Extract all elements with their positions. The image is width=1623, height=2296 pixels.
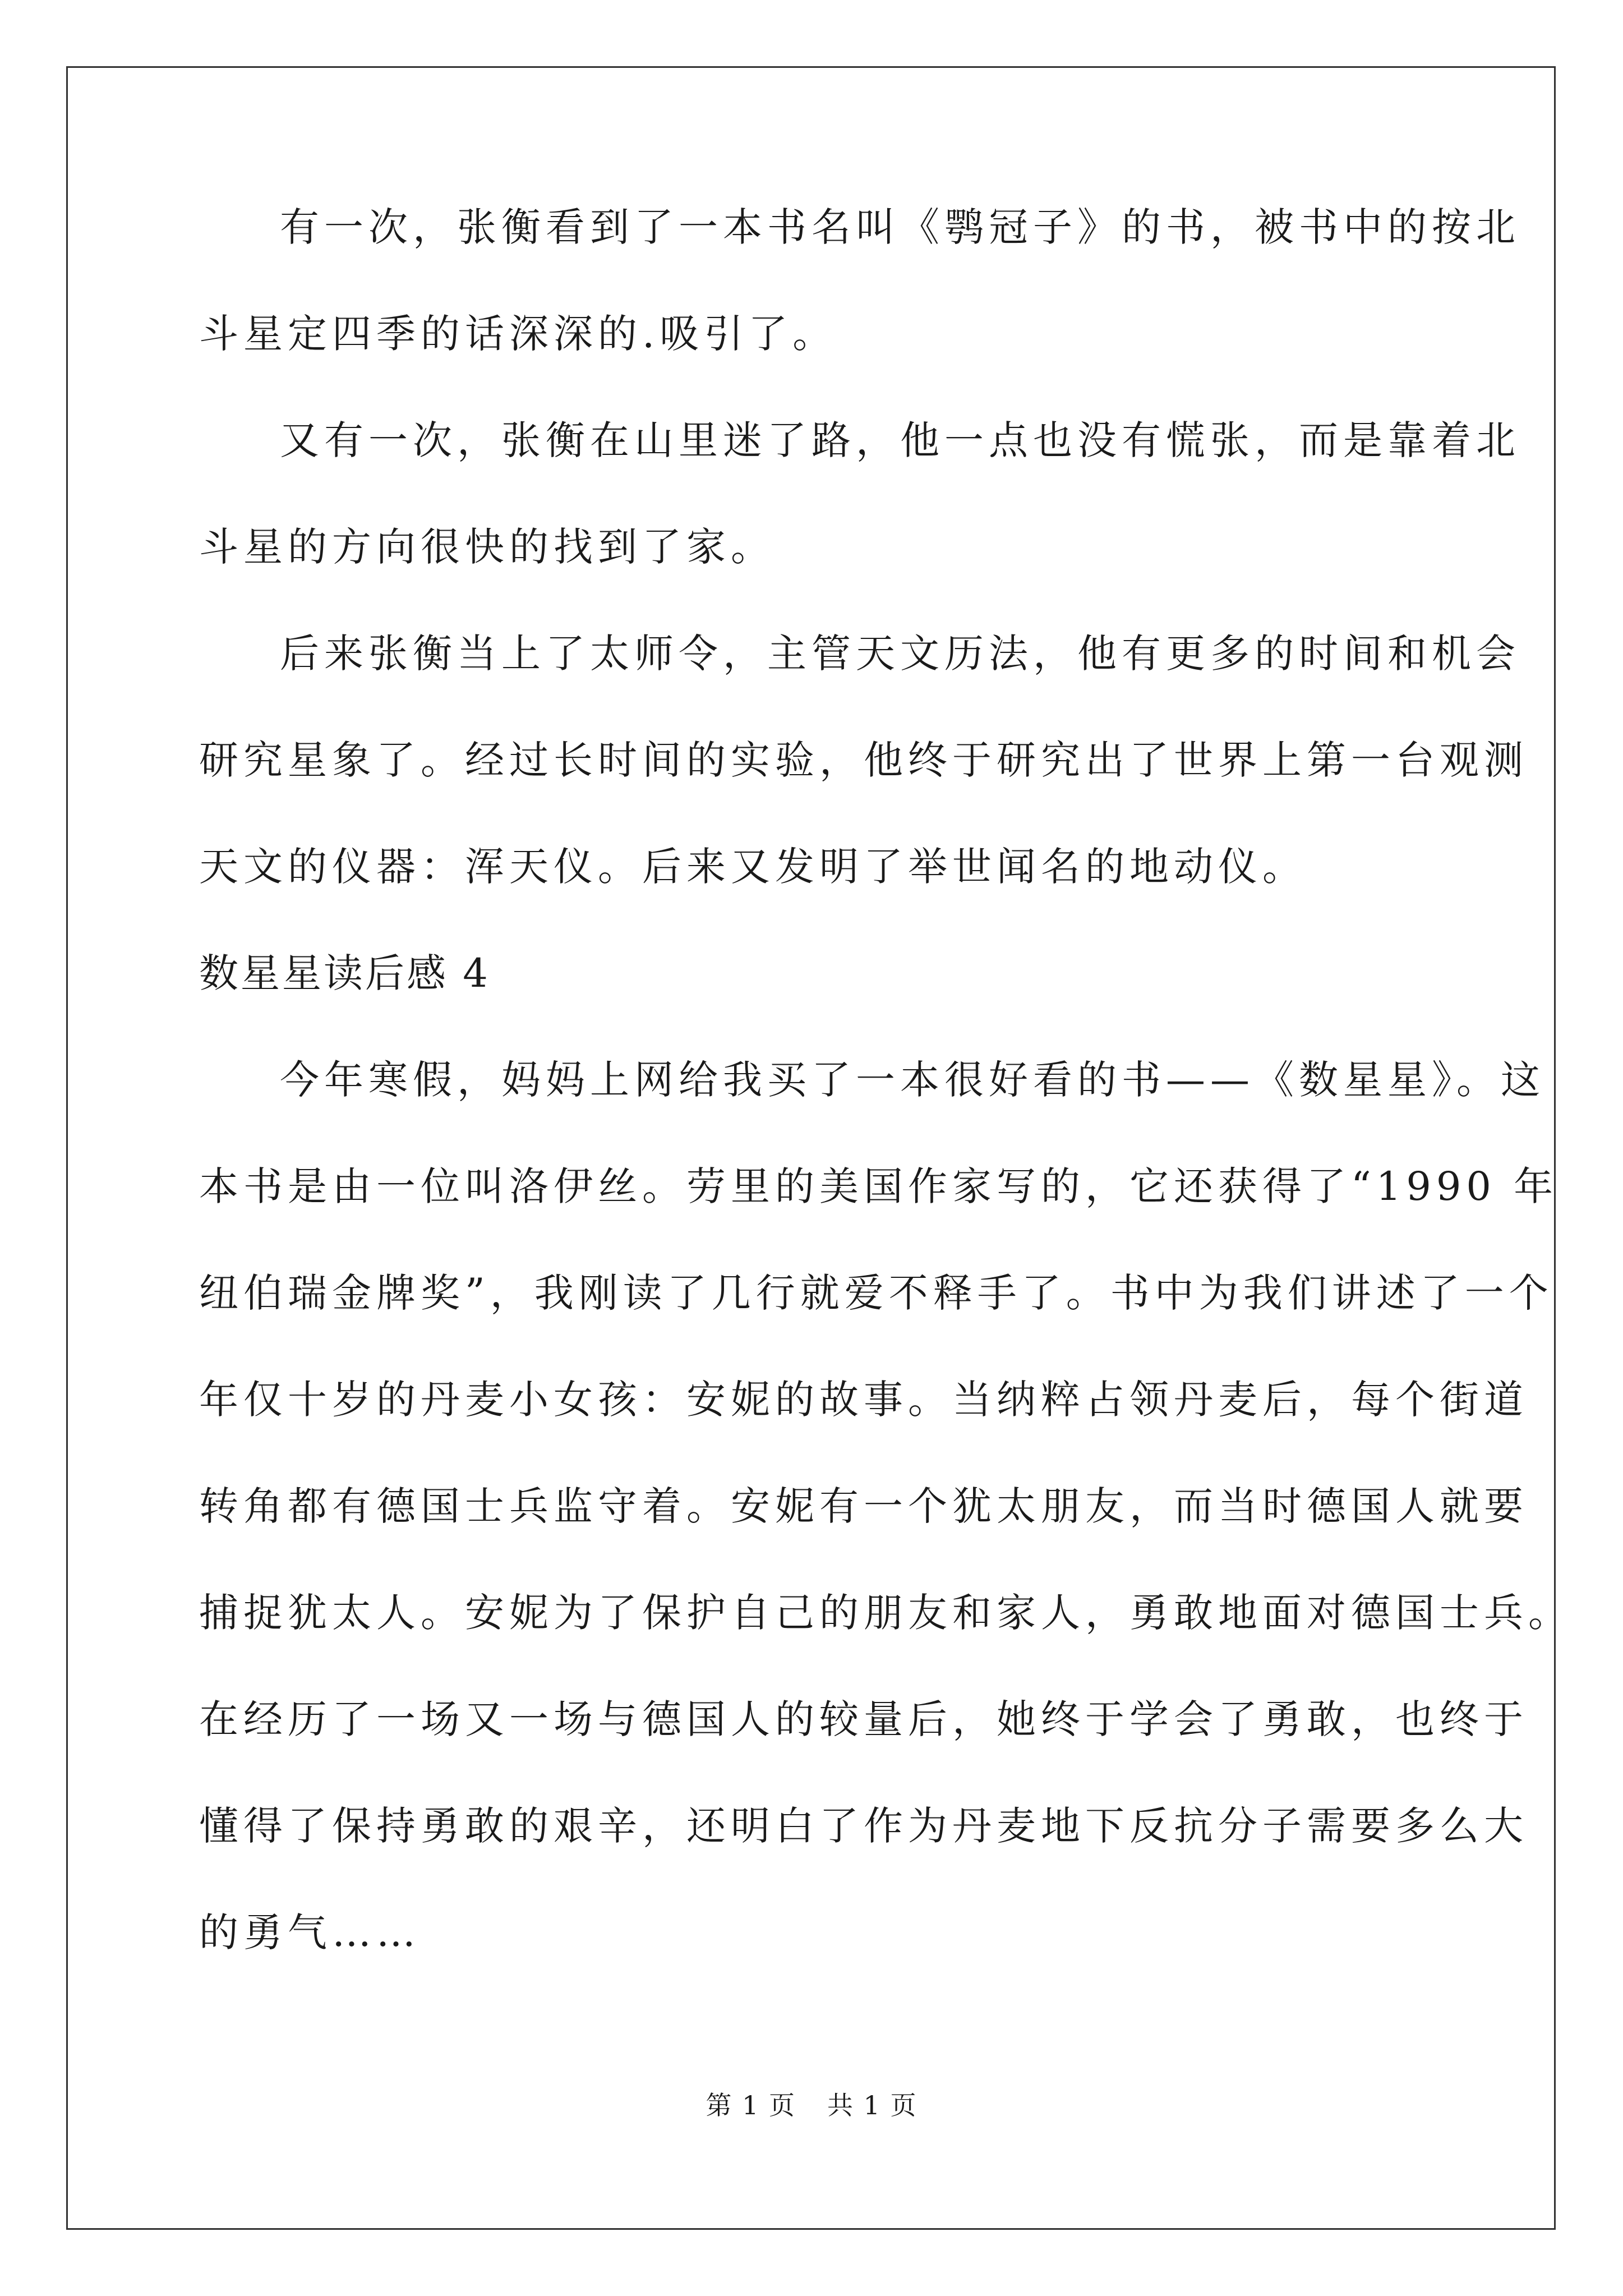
paragraph-line: 年仅十岁的丹麦小女孩：安妮的故事。当纳粹占领丹麦后，每个街道 [199,1377,1528,1423]
paragraph-line: 捕捉犹太人。安妮为了保护自己的朋友和家人，勇敢地面对德国士兵。 [199,1590,1573,1636]
paragraph-line: 后来张衡当上了太师令，主管天文历法，他有更多的时间和机会 [280,631,1520,677]
page-total: 共 1 页 [827,2090,917,2120]
page-number: 第 1 页 [706,2090,796,2120]
paragraph-line: 斗星的方向很快的找到了家。 [199,524,775,570]
paragraph-line: 的勇气…… [199,1910,421,1955]
paragraph-line: 在经历了一场又一场与德国人的较量后，她终于学会了勇敢，也终于 [199,1696,1528,1742]
paragraph-line: 转角都有德国士兵监守着。安妮有一个犹太朋友，而当时德国人就要 [199,1483,1528,1529]
paragraph-line: 斗星定四季的话深深的.吸引了。 [199,311,837,357]
paragraph-line: 懂得了保持勇敢的艰辛，还明白了作为丹麦地下反抗分子需要多么大 [199,1803,1528,1849]
document-body [199,204,1573,2019]
paragraph-line: 有一次，张衡看到了一本书名叫《鹗冠子》的书，被书中的按北 [280,204,1520,250]
section-heading: 数星星读后感 4 [199,950,490,996]
paragraph-line: 今年寒假，妈妈上网给我买了一本很好看的书——《数星星》。这 [280,1057,1545,1103]
paragraph-line: 纽伯瑞金牌奖”，我刚读了几行就爱不释手了。书中为我们讲述了一个 [199,1270,1553,1316]
paragraph-line: 研究星象了。经过长时间的实验，他终于研究出了世界上第一台观测 [199,737,1528,783]
page-footer [0,2092,1623,2118]
paragraph-line: 又有一次，张衡在山里迷了路，他一点也没有慌张，而是靠着北 [280,417,1520,463]
paragraph-line: 本书是由一位叫洛伊丝。劳里的美国作家写的，它还获得了“1990 年 [199,1163,1559,1209]
paragraph-line: 天文的仪器：浑天仪。后来又发明了举世闻名的地动仪。 [199,844,1307,890]
